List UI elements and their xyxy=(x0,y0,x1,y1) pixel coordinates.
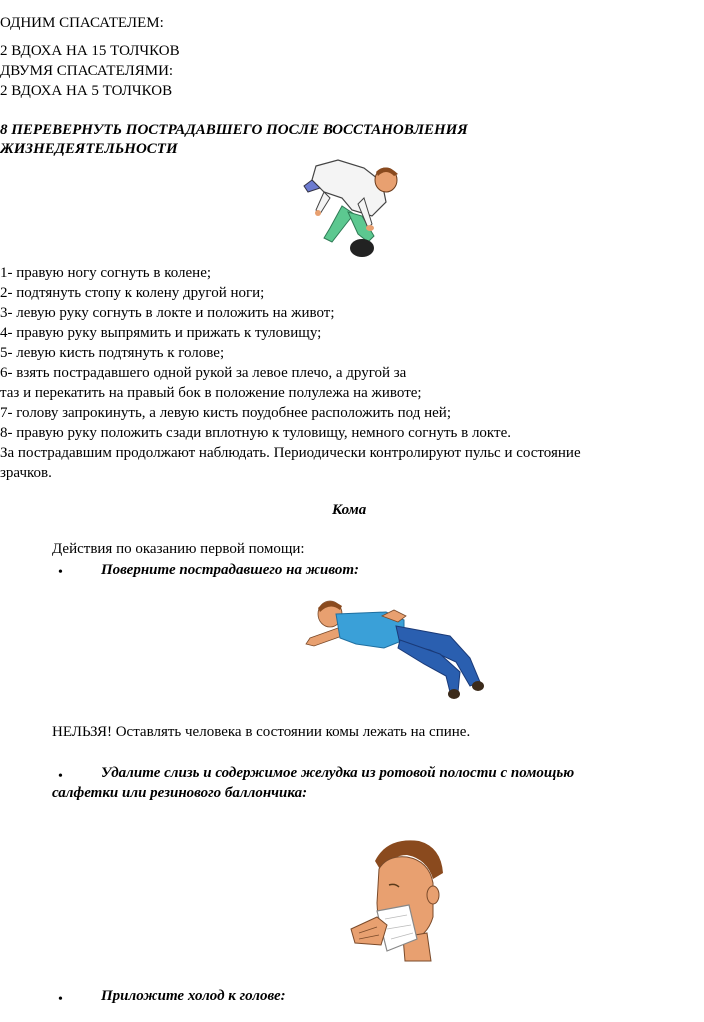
intro-line-3: ДВУМЯ СПАСАТЕЛЯМИ: xyxy=(0,63,174,79)
coma-title: Кома xyxy=(332,502,367,518)
section-heading-line-2: ЖИЗНЕДЕЯТЕЛЬНОСТИ xyxy=(0,141,178,157)
coma-action-1: Поверните пострадавшего на живот: xyxy=(101,562,360,578)
step-3: 3- левую руку согнуть в локте и положить на живот; xyxy=(0,305,335,321)
coma-action-2-line-2: салфетки или резинового баллончика: xyxy=(52,785,308,801)
intro-line-4: 2 ВДОХА НА 5 ТОЛЧКОВ xyxy=(0,83,173,99)
step-7: 7- голову запрокинуть, а левую кисть поудобнее расположить под ней; xyxy=(0,405,451,421)
mouth-cleaning-illustration xyxy=(347,833,467,963)
coma-intro: Действия по оказанию первой помощи: xyxy=(52,541,305,557)
intro-line-1: ОДНИМ СПАСАТЕЛЕМ: xyxy=(0,15,164,31)
step-4: 4- правую руку выпрямить и прижать к туловищу; xyxy=(0,325,322,341)
bullet-3: • xyxy=(58,992,63,1007)
warning-text: НЕЛЬЗЯ! Оставлять человека в состоянии комы лежать на спине. xyxy=(52,724,471,740)
prone-person-illustration xyxy=(300,592,500,702)
step-6-continued: таз и перекатить на правый бок в положение полулежа на животе; xyxy=(0,385,422,401)
intro-line-2: 2 ВДОХА НА 15 ТОЛЧКОВ xyxy=(0,43,180,59)
step-2: 2- подтянуть стопу к колену другой ноги; xyxy=(0,285,265,301)
step-8: 8- правую руку положить сзади вплотную к туловищу, немного согнуть в локте. xyxy=(0,425,511,441)
step-1: 1- правую ногу согнуть в колене; xyxy=(0,265,212,281)
bullet-2: • xyxy=(58,769,63,784)
bullet-1: • xyxy=(58,565,63,580)
step-6: 6- взять пострадавшего одной рукой за левое плечо, а другой за xyxy=(0,365,407,381)
observation-note-line-1: За пострадавшим продолжают наблюдать. Периодически контролируют пульс и состояние xyxy=(0,445,581,461)
observation-note-line-2: зрачков. xyxy=(0,465,52,481)
rescuer-rolling-victim-illustration xyxy=(302,158,402,262)
section-heading-line-1: 8 ПЕРЕВЕРНУТЬ ПОСТРАДАВШЕГО ПОСЛЕ ВОССТАНОВЛЕНИЯ xyxy=(0,122,468,138)
step-5: 5- левую кисть подтянуть к голове; xyxy=(0,345,225,361)
coma-action-2-line-1: Удалите слизь и содержимое желудка из ротовой полости с помощью xyxy=(101,765,575,781)
coma-action-3: Приложите холод к голове: xyxy=(101,988,286,1004)
